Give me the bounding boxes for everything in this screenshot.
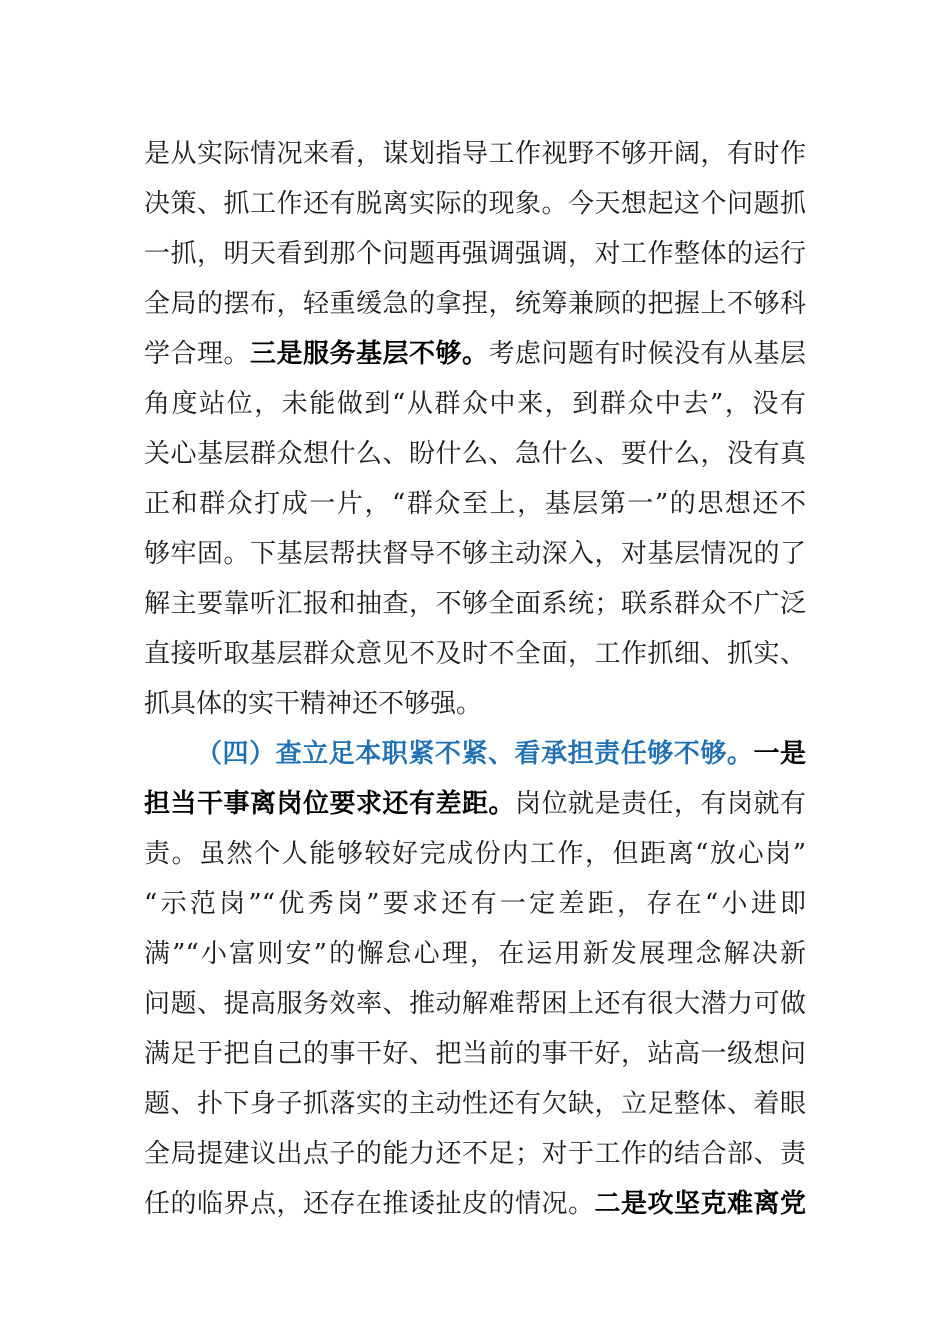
body-text: 抓具体的实干精神还不够强。: [144, 689, 483, 719]
body-text: 关心基层群众想什么、盼什么、急什么、要什么，没有真: [144, 439, 806, 469]
text-line: [144, 384, 806, 424]
text-line: [144, 534, 806, 574]
body-text: 满”“小富则安”的懈怠心理，在运用新发展理念解决新: [144, 939, 806, 969]
text-line: [144, 134, 806, 174]
section-heading-line: [196, 734, 806, 774]
text-line: [144, 1034, 806, 1074]
body-text: 学合理。: [144, 339, 250, 369]
body-text: 考虑问题有时候没有从基层: [488, 339, 806, 369]
text-line: [144, 784, 806, 824]
body-text: 够牢固。下基层帮扶督导不够主动深入，对基层情况的了: [144, 539, 806, 569]
body-text: 问题、提高服务效率、推动解难帮困上还有很大潜力可做: [144, 989, 806, 1019]
body-text: 满足于把自己的事干好、把当前的事干好，站高一级想问: [144, 1039, 806, 1069]
body-text: 正和群众打成一片，“群众至上，基层第一”的思想还不: [144, 489, 806, 519]
body-text: 全局的摆布，轻重缓急的拿捏，统筹兼顾的把握上不够科: [144, 289, 806, 319]
text-line: [144, 184, 806, 224]
bold-subheading: 三是服务基层不够。: [250, 339, 489, 369]
body-text: 责。虽然个人能够较好完成份内工作，但距离“放心岗”: [144, 839, 806, 869]
body-text: 岗位就是责任，有岗就有: [514, 789, 806, 819]
text-line: [144, 934, 806, 974]
text-line: [144, 834, 806, 874]
bold-subheading: 一是: [753, 739, 806, 769]
text-line: [144, 334, 806, 374]
text-line: [144, 484, 806, 524]
body-text: 直接听取基层群众意见不及时不全面，工作抓细、抓实、: [144, 639, 806, 669]
section-heading: （四）查立足本职紧不紧、看承担责任够不够。: [196, 739, 754, 769]
body-text: 题、扑下身子抓落实的主动性还有欠缺，立足整体、着眼: [144, 1089, 806, 1119]
text-line: [144, 884, 806, 924]
text-line: [144, 234, 806, 274]
text-line: [144, 434, 806, 474]
body-text: 是从实际情况来看，谋划指导工作视野不够开阔，有时作: [144, 139, 806, 169]
bold-subheading: 二是攻坚克难离党: [594, 1189, 806, 1219]
text-line: [144, 584, 806, 624]
text-line: [144, 984, 806, 1024]
text-line: [144, 284, 806, 324]
text-line: [144, 1084, 806, 1124]
text-line: [144, 1134, 806, 1174]
body-text: “示范岗”“优秀岗”要求还有一定差距，存在“小进即: [144, 889, 806, 919]
body-text: 决策、抓工作还有脱离实际的现象。今天想起这个问题抓: [144, 189, 806, 219]
body-text: 任的临界点，还存在推诿扯皮的情况。: [144, 1189, 595, 1219]
text-line: [144, 634, 806, 674]
body-text: 解主要靠听汇报和抽查，不够全面系统；联系群众不广泛: [144, 589, 806, 619]
bold-subheading: 担当干事离岗位要求还有差距。: [144, 789, 515, 819]
text-line: [144, 684, 806, 724]
body-text: 一抓，明天看到那个问题再强调强调，对工作整体的运行: [144, 239, 806, 269]
body-text: 全局提建议出点子的能力还不足；对于工作的结合部、责: [144, 1139, 806, 1169]
body-text: 角度站位，未能做到“从群众中来，到群众中去”，没有: [144, 389, 806, 419]
text-line: [144, 1184, 806, 1224]
